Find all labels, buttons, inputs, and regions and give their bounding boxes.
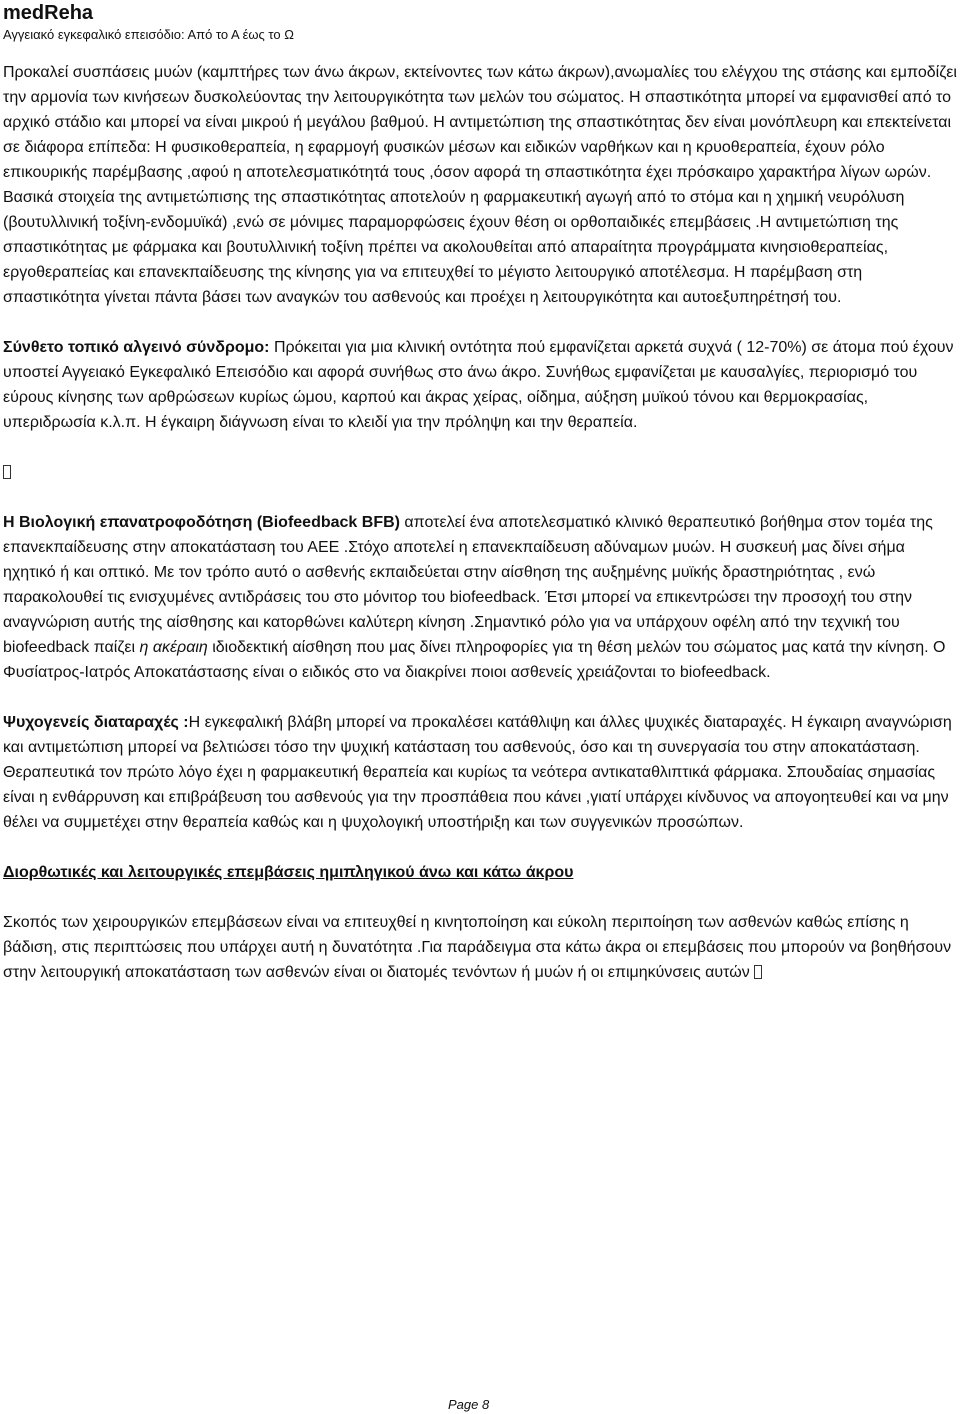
biofeedback-emphasis: η ακέραιη [139,639,208,656]
biofeedback-paragraph [3,510,958,685]
pain-syndrome-heading: Σύνθετο τοπικό αλγεινό σύνδρομο: [3,339,270,356]
psych-text: Η εγκεφαλική βλάβη μπορεί να προκαλέσει κατάθλιψη και άλλες ψυχικές διαταραχές. Η έγκαιρη αναγνώριση και αντιμετώπιση μπορεί να βελτιώσει τόσο την ψυχική κατάσταση του ασθενούς, όσο και τη συνεργασία του στην αποκατάσταση. Θεραπευτικά τον πρώτο λόγο έχει η φαρμακευτική θεραπεία και κυρίως τα νεότερα αντικαταθλιπτικά φάρμακα. Σπουδαίας σημασίας είναι η ενθάρρυνση και επιβράβευση του ασθενούς για την προσπάθεια που κάνει ,γιατί υπάρχει κίνδυνος να απογοητευθεί και να μην θέλει να συμμετέχει στην θεραπεία καθώς και η ψυχολογική υποστήριξη και των συγγενικών προσώπων. [3,714,952,831]
spasticity-paragraph: Προκαλεί συσπάσεις μυών (καμπτήρες των άνω άκρων, εκτείνοντες των κάτω άκρων),ανωμαλίες του ελέγχου της στάσης και εμποδίζει την αρμονία των κινήσεων δυσκολεύοντας την λειτουργικότητα των μελών του σώματος. Η σπαστικότητα μπορεί να εμφανισθεί από το αρχικό στάδιο και μπορεί να είναι μικρού ή μεγάλου βαθμού. Η αντιμετώπιση της σπαστικότητας δεν είναι μονόπλευρη και επεκτείνεται σε διάφορα επίπεδα: Η φυσικοθεραπεία, η εφαρμογή φυσικών μέσων και ειδικών ναρθήκων και η κρυοθεραπεία, έχουν ρόλο επικουρικής παρέμβασης ,αφού η αποτελεσματικότητά τους ,όσον αφορά τη σπαστικότητα έχει πρόσκαιρο χαρακτήρα λίγων ωρών. Βασικά στοιχεία της αντιμετώπισης της σπαστικότητας αποτελούν η φαρμακευτική αγωγή από το στόμα και η χημική νευρόλυση (βουτυλλινική τοξίνη-ενδομυϊκά) ,ενώ σε μόνιμες παραμορφώσεις έχουν θέση οι ορθοπαιδικές επεμβάσεις .Η αντιμετώπιση της σπαστικότητας με φάρμακα και βουτυλλινική τοξίνη πρέπει να ακολουθείται από απαραίτητα προγράμματα κινησιοθεραπείας, εργοθεραπείας και επανεκπαίδευσης της κίνησης για να επιτευχθεί το μέγιστο λειτουργικό αποτέλεσμα. Η παρέμβαση στη σπαστικότητα γίνεται πάντα βάσει των αναγκών του ασθενούς και προέχει η λειτουργικότητα και αυτοεξυπηρέτησή του. [3,64,957,306]
brand-title: medReha [3,2,94,24]
psych-heading: Ψυχογενείς διαταραχές : [3,714,189,731]
biofeedback-text-cont: ιδιοδεκτική αίσθηση που μας δίνει πληροφορίες για τη θέση μελών του σώματος μας κατά την κίνηση. Ο Φυσίατρος-Ιατρός Αποκατάστασης είναι ο ειδικός στο να διακρίνει ποιοι ασθενείς χρειάζονται το biofeedback. [3,639,946,681]
surgery-text: Σκοπός των χειρουργικών επεμβάσεων είναι να επιτευχθεί η κινητοποίηση και εύκολη περιποίηση των ασθενών καθώς επίσης η βάδιση, στις περιπτώσεις που υπάρχει αυτή η δυνατότητα .Για παράδειγμα στα κάτω άκρα οι επεμβάσεις που μπορούν να βοηθήσουν στην λειτουργική αποκατάσταση των ασθενών είναι οι διατομές τενόντων ή μυών ή οι επιμηκύνσεις αυτών [3,914,952,981]
psych-paragraph [3,710,958,835]
surgery-paragraph [3,910,958,985]
missing-glyph-line [3,460,958,485]
document-body [3,60,958,985]
document-header [3,0,294,43]
pain-syndrome-text: Πρόκειται για μια κλινική οντότητα πού εμφανίζεται αρκετά συχνά ( 12-70%) σε άτομα πού έχουν υποστεί Αγγειακό Εγκεφαλικό Επεισόδιο και αφορά συνήθως στο άνω άκρο. Συνήθως εμφανίζεται με καυσαλγίες, περιορισμό του εύρους κίνησης των αρθρώσεων κυρίως ώμου, καρπού και άκρας χείρας, οίδημα, αύξηση μυϊκού τόνου και θερμοκρασίας, υπεριδρωσία κ.λ.π. Η έγκαιρη διάγνωση είναι το κλειδί για την πρόληψη και την θεραπεία. [3,339,954,431]
missing-glyph-icon [754,965,762,979]
document-subtitle: Αγγειακό εγκεφαλικό επεισόδιο: Από το Α έως το Ω [3,27,294,42]
page-number: Page 8 [448,1397,490,1412]
biofeedback-text: αποτελεί ένα αποτελεσματικό κλινικό θεραπευτικό βοήθημα στον τομέα της επανεκπαίδευσης στην αποκατάσταση του ΑΕΕ .Στόχο αποτελεί η επανεκπαίδευση αδύναμων μυών. Η συσκευή μας δίνει σήμα ηχητικό ή και οπτικό. Με τον τρόπο αυτό ο ασθενής εκπαιδεύεται στην αίσθηση της αυξημένης μυϊκής δραστηριότητας , ενώ παρακολουθεί τις ενισχυμένες αντιδράσεις του στο μόνιτορ του biofeedback. Έτσι μπορεί να επικεντρώσει την προσοχή του στην αναγνώριση αυτής της αίσθησης και κατορθώνει καλύτερη κίνηση .Σημαντικό ρόλο για να υπάρχουν οφέλη από την τεχνική του biofeedback παίζει [3,514,933,656]
biofeedback-heading: Η Βιολογική επανατροφοδότηση (Biofeedback BFB) [3,514,400,531]
pain-syndrome-paragraph [3,335,958,435]
missing-glyph-icon [3,465,11,479]
surgery-heading: Διορθωτικές και λειτουργικές επεμβάσεις ημιπληγικού άνω και κάτω άκρου [3,864,574,881]
